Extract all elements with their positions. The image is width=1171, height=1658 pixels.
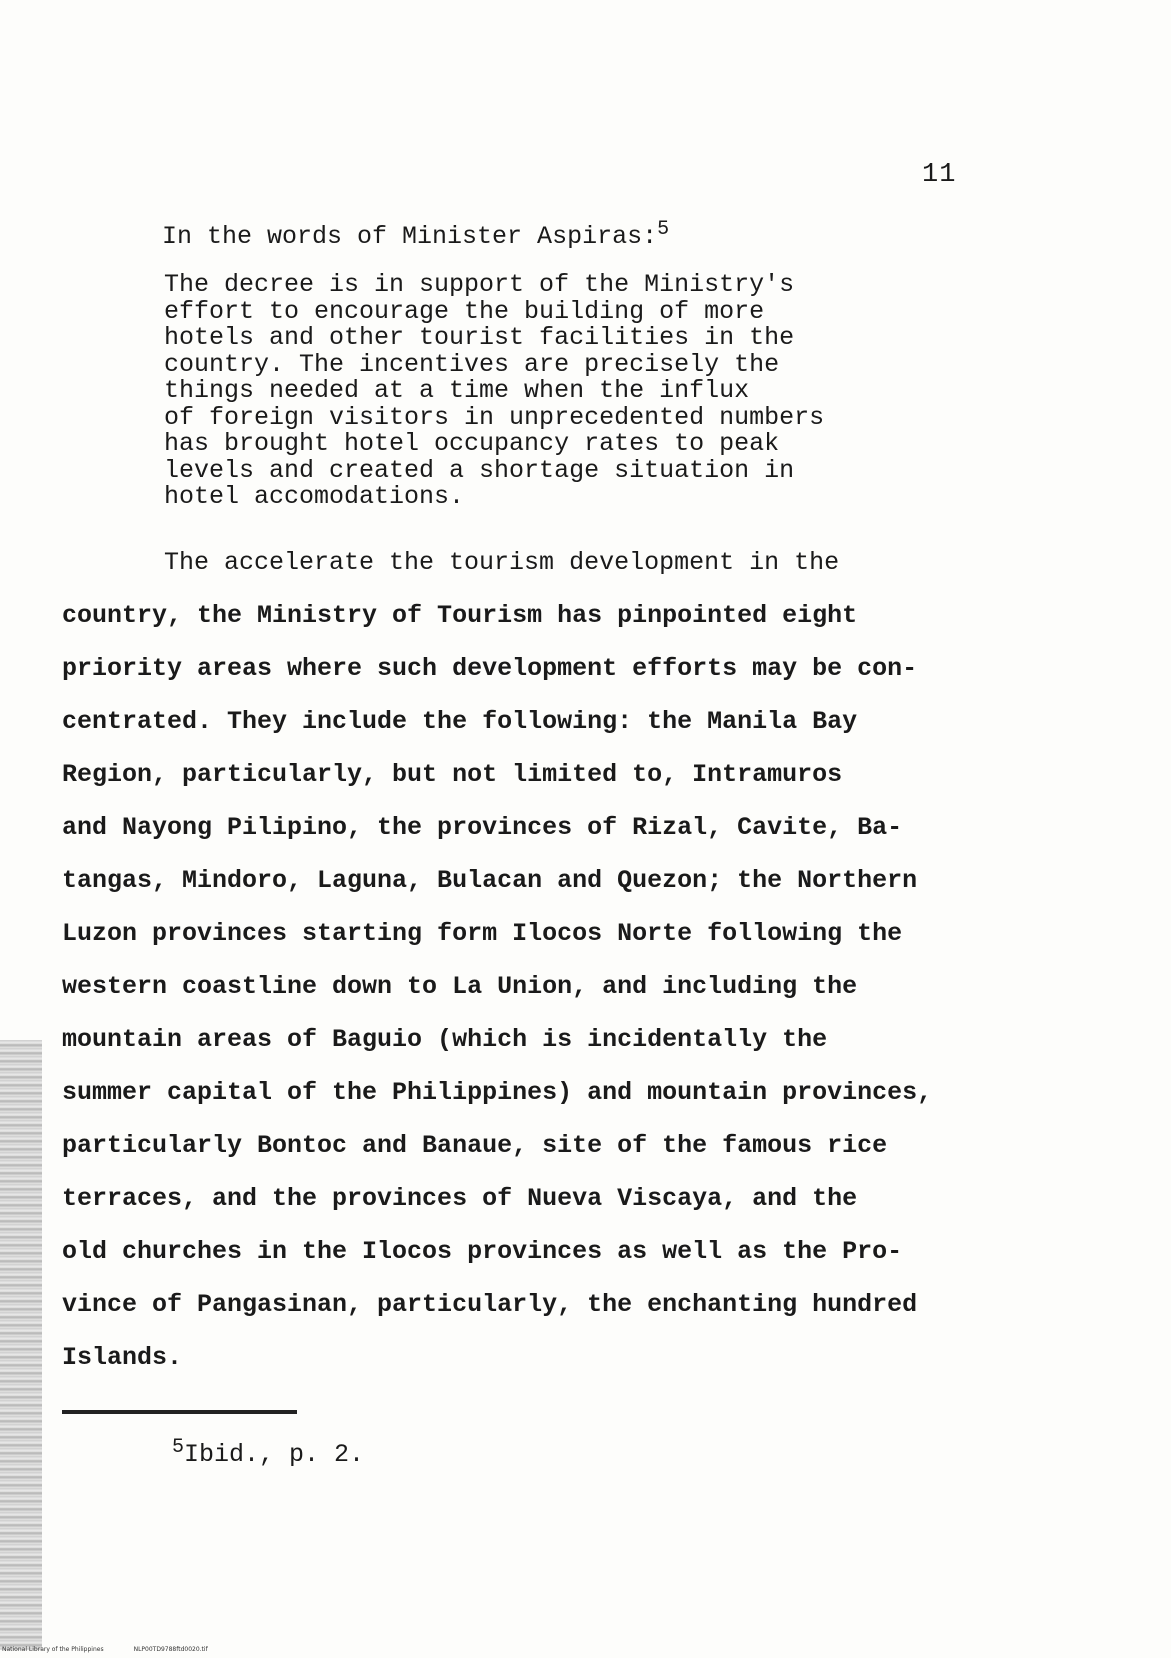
paragraph-line: mountain areas of Baguio (which is incidentally the [62,1025,828,1054]
paragraph-line: old churches in the Ilocos provinces as well as the Pro- [62,1237,903,1266]
scan-footer [2,1646,238,1653]
quote-line: hotel accomodations. [164,482,465,511]
paragraph-line: The accelerate the tourism development in the [164,548,840,577]
paragraph-line: Region, particularly, but not limited to, Intramuros [62,760,843,789]
paragraph-line: terraces, and the provinces of Nueva Viscaya, and the [62,1184,858,1213]
quote-line: things needed at a time when the influx [164,376,750,405]
quote-line: The decree is in support of the Ministry's [164,270,795,299]
page-number: 11 [922,160,957,190]
block-quote [164,272,864,511]
scan-file-id: NLP00TD9788ftd0020.tif [133,1646,208,1653]
paragraph-line: particularly Bontoc and Banaue, site of the famous rice [62,1131,888,1160]
library-credit: National Library of the Philippines [2,1646,104,1653]
quote-line: of foreign visitors in unprecedented numbers [164,402,825,432]
footnote-divider [62,1410,297,1414]
footnote-marker: 5 [172,1436,185,1459]
quote-line: country. The incentives are precisely the [164,349,780,379]
quote-lead-in [162,218,670,251]
lead-in-text: In the words of Minister Aspiras: [162,222,658,251]
quote-line: levels and created a shortage situation in [164,455,795,485]
footnote-reference: 5 [657,218,670,241]
paragraph-line: Islands. [62,1343,183,1372]
paragraph-line: and Nayong Pilipino, the provinces of Rizal, Cavite, Ba- [62,813,903,842]
paragraph-line: tangas, Mindoro, Laguna, Bulacan and Quezon; the Northern [62,866,918,895]
paragraph-line: summer capital of the Philippines) and mountain provinces, [62,1078,933,1107]
paragraph-line: centrated. They include the following: the Manila Bay [62,707,858,736]
paragraph-line: vince of Pangasinan, particularly, the enchanting hundred [62,1290,918,1319]
paragraph-line: priority areas where such development efforts may be con- [62,654,918,683]
paragraph-line: western coastline down to La Union, and including the [62,972,858,1001]
paragraph-line: Luzon provinces starting form Ilocos Norte following the [62,919,903,948]
quote-line: hotels and other tourist facilities in the [164,323,795,352]
quote-line: has brought hotel occupancy rates to peak [164,429,780,458]
footnote-text: Ibid., p. 2. [184,1440,365,1469]
scan-edge-artifact [0,1040,42,1650]
body-paragraph [62,536,962,1384]
paragraph-line: country, the Ministry of Tourism has pinpointed eight [62,601,858,630]
quote-line: effort to encourage the building of more [164,296,765,326]
footnote [172,1436,365,1469]
